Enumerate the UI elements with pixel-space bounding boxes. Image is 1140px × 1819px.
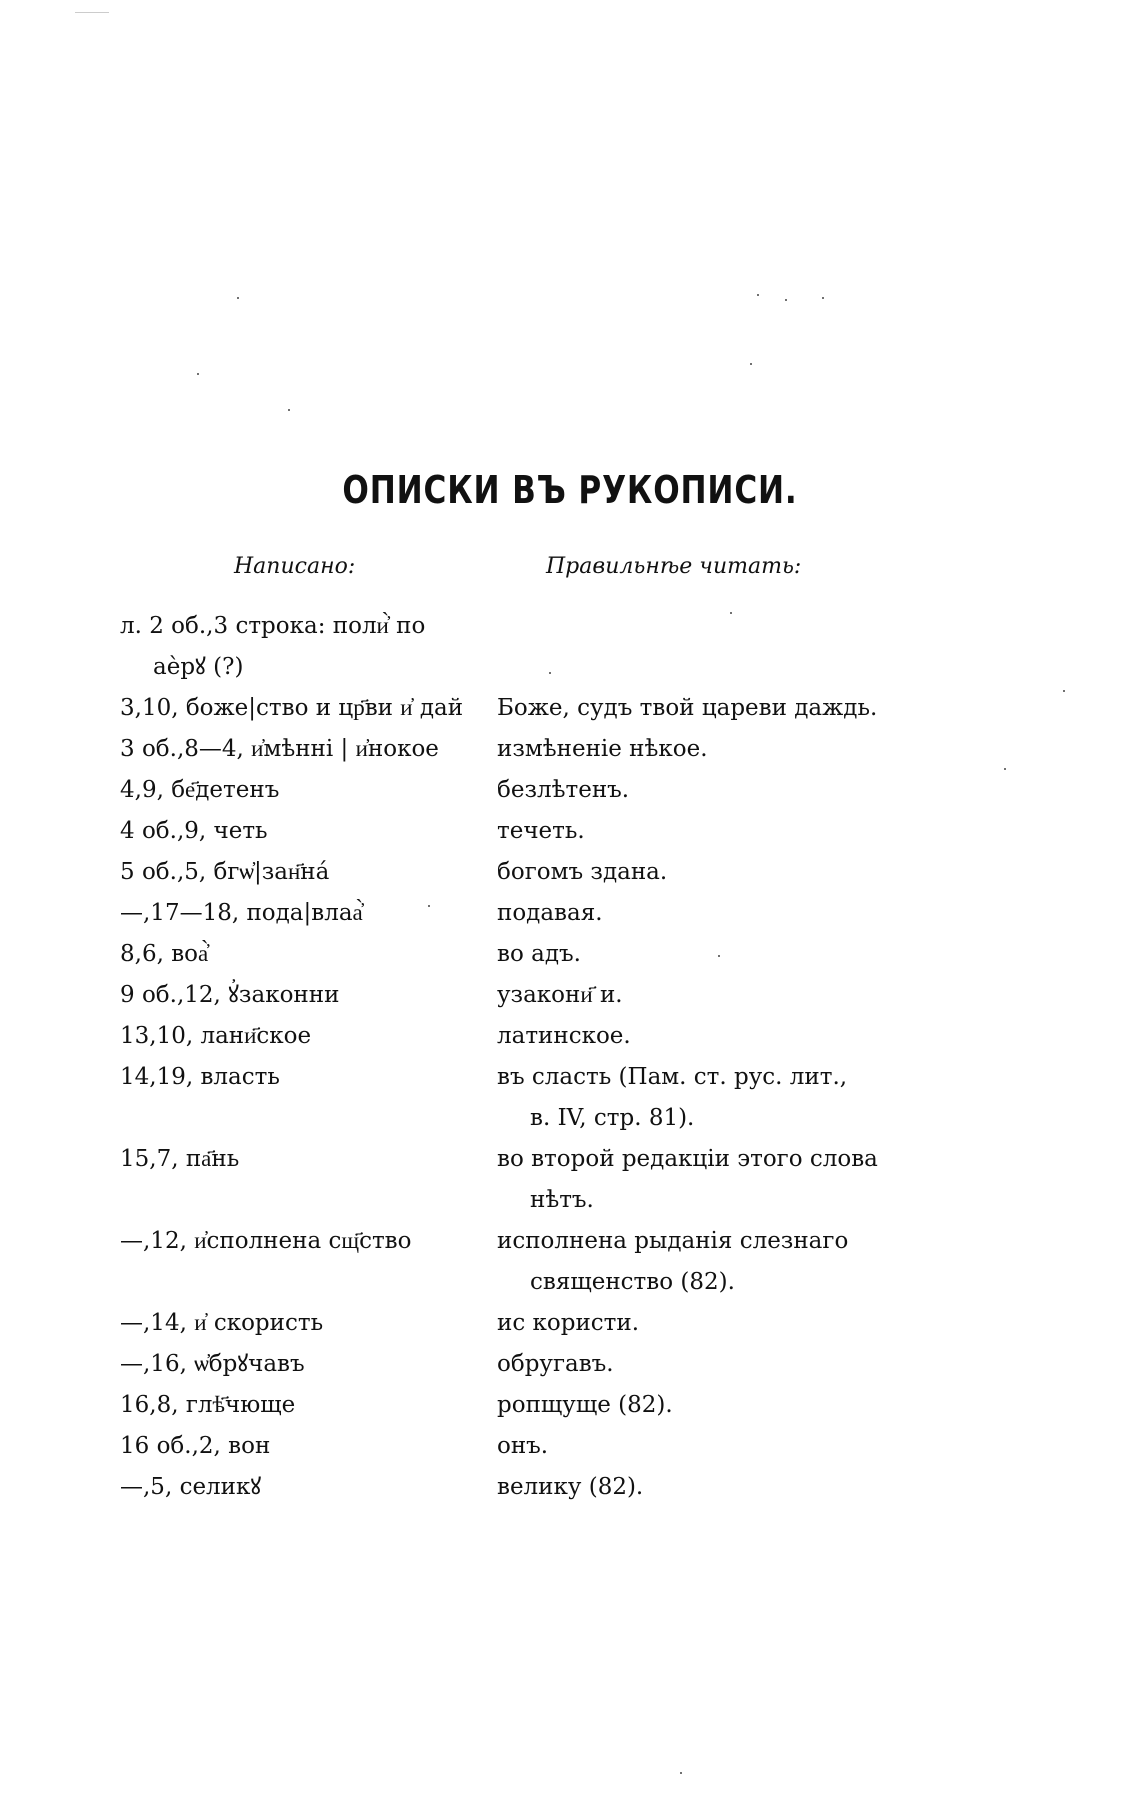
written-cell — [120, 934, 208, 975]
column-header-correct: Правильнѣе читать: — [546, 554, 802, 579]
correct-text: обругавъ. — [497, 1351, 614, 1377]
correct-text: ис користи. — [497, 1310, 640, 1336]
written-cell — [120, 1057, 280, 1098]
scan-speck — [428, 905, 430, 907]
written-text: —,12, и҆сполнена сщ҃ство — [120, 1228, 412, 1254]
written-text: 5 об.,5, бгѡ҆|зан҃на́ — [120, 859, 330, 885]
correct-cell — [497, 893, 603, 934]
written-cell — [120, 770, 279, 811]
written-cell — [120, 729, 439, 770]
errata-row — [0, 729, 1140, 770]
written-cell — [120, 1426, 270, 1467]
written-cell — [120, 811, 268, 852]
scan-speck — [1063, 690, 1065, 692]
scan-speck — [822, 297, 824, 299]
errata-row — [0, 1139, 1140, 1221]
written-text: аѐрꙋ (?) — [153, 654, 244, 680]
correct-cell — [497, 975, 623, 1016]
errata-row — [0, 1303, 1140, 1344]
scan-speck — [288, 409, 290, 411]
written-cell — [120, 688, 463, 729]
correct-text: богомъ здана. — [497, 859, 668, 885]
correct-text: безлѣтенъ. — [497, 777, 630, 803]
written-text: 16,8, глѣ҃чюще — [120, 1392, 296, 1418]
correct-cell — [497, 1344, 614, 1385]
correct-text: священство (82). — [530, 1269, 735, 1295]
written-text: —,17—18, пода|влаа҆̀ — [120, 900, 363, 926]
errata-row — [0, 811, 1140, 852]
correct-cell — [497, 1385, 673, 1426]
written-text: —,16, ѡ҆брꙋчавъ — [120, 1351, 305, 1377]
written-cell — [120, 1385, 295, 1426]
correct-text: в. IV, стр. 81). — [530, 1105, 695, 1131]
written-cell — [120, 1467, 261, 1508]
errata-row — [0, 1016, 1140, 1057]
errata-row — [0, 1057, 1140, 1139]
written-text: 8,6, воа҆̀ — [120, 941, 209, 967]
scan-mark — [75, 12, 109, 13]
errata-row — [0, 1344, 1140, 1385]
correct-text: течеть. — [497, 818, 585, 844]
written-text: 4,9, бе҃детенъ — [120, 777, 280, 803]
correct-cell — [497, 1139, 878, 1221]
written-cell — [120, 606, 425, 688]
errata-row — [0, 688, 1140, 729]
correct-text: во адъ. — [497, 941, 581, 967]
written-text: 16 об.,2, вон — [120, 1433, 271, 1459]
written-cell — [120, 1139, 239, 1180]
errata-row — [0, 770, 1140, 811]
correct-cell — [497, 1467, 643, 1508]
errata-row — [0, 1426, 1140, 1467]
correct-cell — [497, 729, 708, 770]
errata-row — [0, 606, 1140, 688]
scan-speck — [680, 1772, 682, 1774]
errata-row — [0, 893, 1140, 934]
written-cell — [120, 975, 339, 1016]
errata-row — [0, 975, 1140, 1016]
errata-list — [0, 606, 1140, 1508]
written-text: 13,10, лани҃ское — [120, 1023, 312, 1049]
written-text: 4 об.,9, четь — [120, 818, 268, 844]
page-title: ОПИСКИ ВЪ РУКОПИСИ. — [342, 468, 798, 512]
written-text: —,5, селикꙋ — [120, 1474, 262, 1500]
correct-text: во второй редакціи этого слова — [497, 1146, 878, 1172]
correct-cell — [497, 1016, 631, 1057]
scan-speck — [718, 955, 720, 957]
correct-text: подавая. — [497, 900, 603, 926]
scan-speck — [785, 299, 787, 301]
correct-text: латинское. — [497, 1023, 631, 1049]
correct-text: нѣтъ. — [530, 1187, 594, 1213]
written-cell — [120, 1221, 411, 1262]
errata-row — [0, 1221, 1140, 1303]
errata-row — [0, 1467, 1140, 1508]
correct-cell — [497, 1303, 639, 1344]
correct-cell — [497, 811, 585, 852]
correct-cell — [497, 934, 581, 975]
correct-cell — [497, 1057, 847, 1139]
scan-speck — [750, 363, 752, 365]
errata-row — [0, 934, 1140, 975]
scan-speck — [549, 672, 551, 674]
correct-text: ропщуще (82). — [497, 1392, 673, 1418]
written-cell — [120, 1016, 311, 1057]
correct-cell — [497, 1426, 548, 1467]
correct-text: онъ. — [497, 1433, 549, 1459]
correct-text: измѣненіе нѣкое. — [497, 736, 708, 762]
written-text: —,14, и҆ скористь — [120, 1310, 324, 1336]
written-text: 15,7, па҃нь — [120, 1146, 240, 1172]
written-text: л. 2 об.,3 строка: поли҆̀ по — [120, 613, 426, 639]
written-text: 3 об.,8—4, и҆мѣнні | и҆нокое — [120, 736, 439, 762]
scan-speck — [757, 294, 759, 296]
correct-text: узакони҃ и. — [497, 982, 623, 1008]
written-text: 14,19, власть — [120, 1064, 280, 1090]
column-header-written: Написано: — [234, 554, 356, 579]
correct-cell — [497, 770, 629, 811]
written-text: 3,10, боже|ство и цр҃ви и҆ дай — [120, 695, 464, 721]
errata-row — [0, 1385, 1140, 1426]
written-text: 9 об.,12, ꙋ҆законни — [120, 982, 340, 1008]
correct-text: велику (82). — [497, 1474, 644, 1500]
written-cell — [120, 1344, 305, 1385]
scan-speck — [1004, 768, 1006, 770]
scan-speck — [730, 612, 732, 614]
correct-cell — [497, 688, 877, 729]
correct-text: Боже, судъ твой цареви даждь. — [497, 695, 878, 721]
correct-cell — [497, 1221, 848, 1303]
correct-text: исполнена рыданія слезнаго — [497, 1228, 849, 1254]
scan-speck — [237, 297, 239, 299]
written-cell — [120, 1303, 323, 1344]
written-cell — [120, 893, 363, 934]
correct-text: въ сласть (Пам. ст. рус. лит., — [497, 1064, 848, 1090]
written-cell — [120, 852, 329, 893]
scan-speck — [197, 373, 199, 375]
errata-row — [0, 852, 1140, 893]
correct-cell — [497, 852, 667, 893]
